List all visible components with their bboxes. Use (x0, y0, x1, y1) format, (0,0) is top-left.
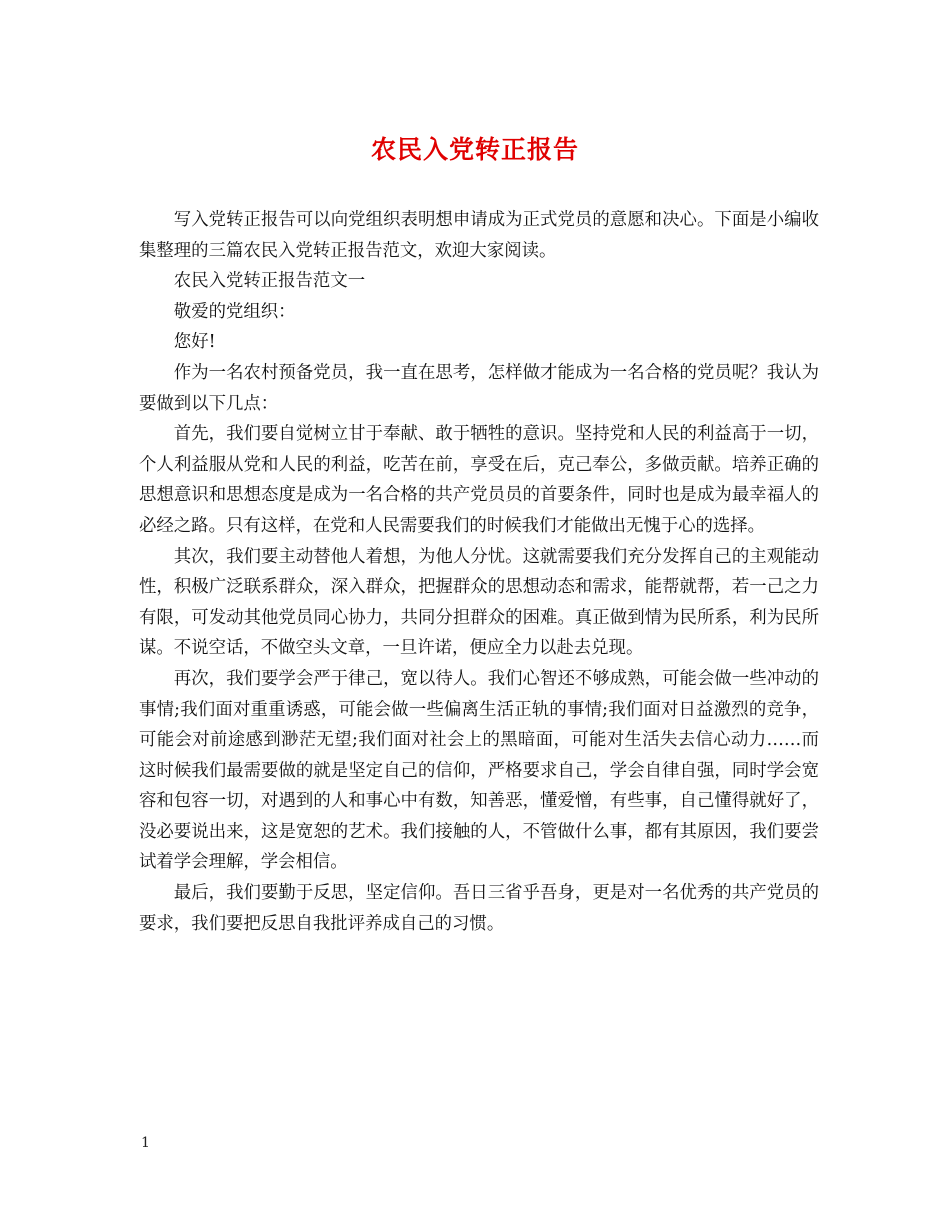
greeting: 您好! (173, 332, 216, 353)
body-paragraph: 最后，我们要勤于反思，坚定信仰。吾日三省乎吾身，更是对一名优秀的共产党员的要求，我们要把反思自我批评养成自己的习惯。 (139, 883, 819, 934)
document-title: 农民入党转正报告 (370, 135, 579, 164)
body-paragraph: 作为一名农村预备党员，我一直在思考，怎样做才能成为一名合格的党员呢？我认为要做到以下几点： (139, 362, 819, 414)
body-paragraph: 其次，我们要主动替他人着想，为他人分忧。这就需要我们充分发挥自己的主观能动性，积极广泛联系群众，深入群众，把握群众的思想动态和需求，能帮就帮，若一己之力有限，可发动其他党员同心协力，共同分担群众的困难。真正做到情为民所系，利为民所谋。不说空话，不做空头文章，一旦许诺，便应全力以赴去兑现。 (139, 546, 819, 659)
body-paragraph: 首先，我们要自觉树立甘于奉献、敢于牺牲的意识。坚持党和人民的利益高于一切，个人利益服从党和人民的利益，吃苦在前，享受在后，克己奉公，多做贡献。培养正确的思想意识和思想态度是成为一名合格的共产党员员的首要条件，同时也是成为最幸福人的必经之路。只有这样，在党和人民需要我们的时候我们才能做出无愧于心的选择。 (139, 424, 819, 536)
salutation: 敬爱的党组织： (173, 301, 296, 322)
section-heading: 农民入党转正报告范文一 (173, 271, 366, 292)
page-number: 1 (141, 1135, 150, 1151)
body-paragraph: 再次，我们要学会严于律己，宽以待人。我们心智还不够成熟，可能会做一些冲动的事情;我们面对重重诱惑，可能会做一些偏离生活正轨的事情;我们面对日益激烈的竞争，可能会对前途感到渺茫无望;我们面对社会上的黑暗面，可能对生活失去信心动力……而这时候我们最需要做的就是坚定自己的信仰，严格要求自己，学会自律自强，同时学会宽容和包容一切，对遇到的人和事心中有数，知善恶，懂爱憎，有些事，自己懂得就好了，没必要说出来，这是宽恕的艺术。我们接触的人，不管做什么事，都有其原因，我们要尝试着学会理解，学会相信。 (139, 668, 819, 873)
intro-paragraph: 写入党转正报告可以向党组织表明想申请成为正式党员的意愿和决心。下面是小编收集整理的三篇农民入党转正报告范文，欢迎大家阅读。 (139, 210, 819, 261)
document-body (139, 205, 819, 939)
